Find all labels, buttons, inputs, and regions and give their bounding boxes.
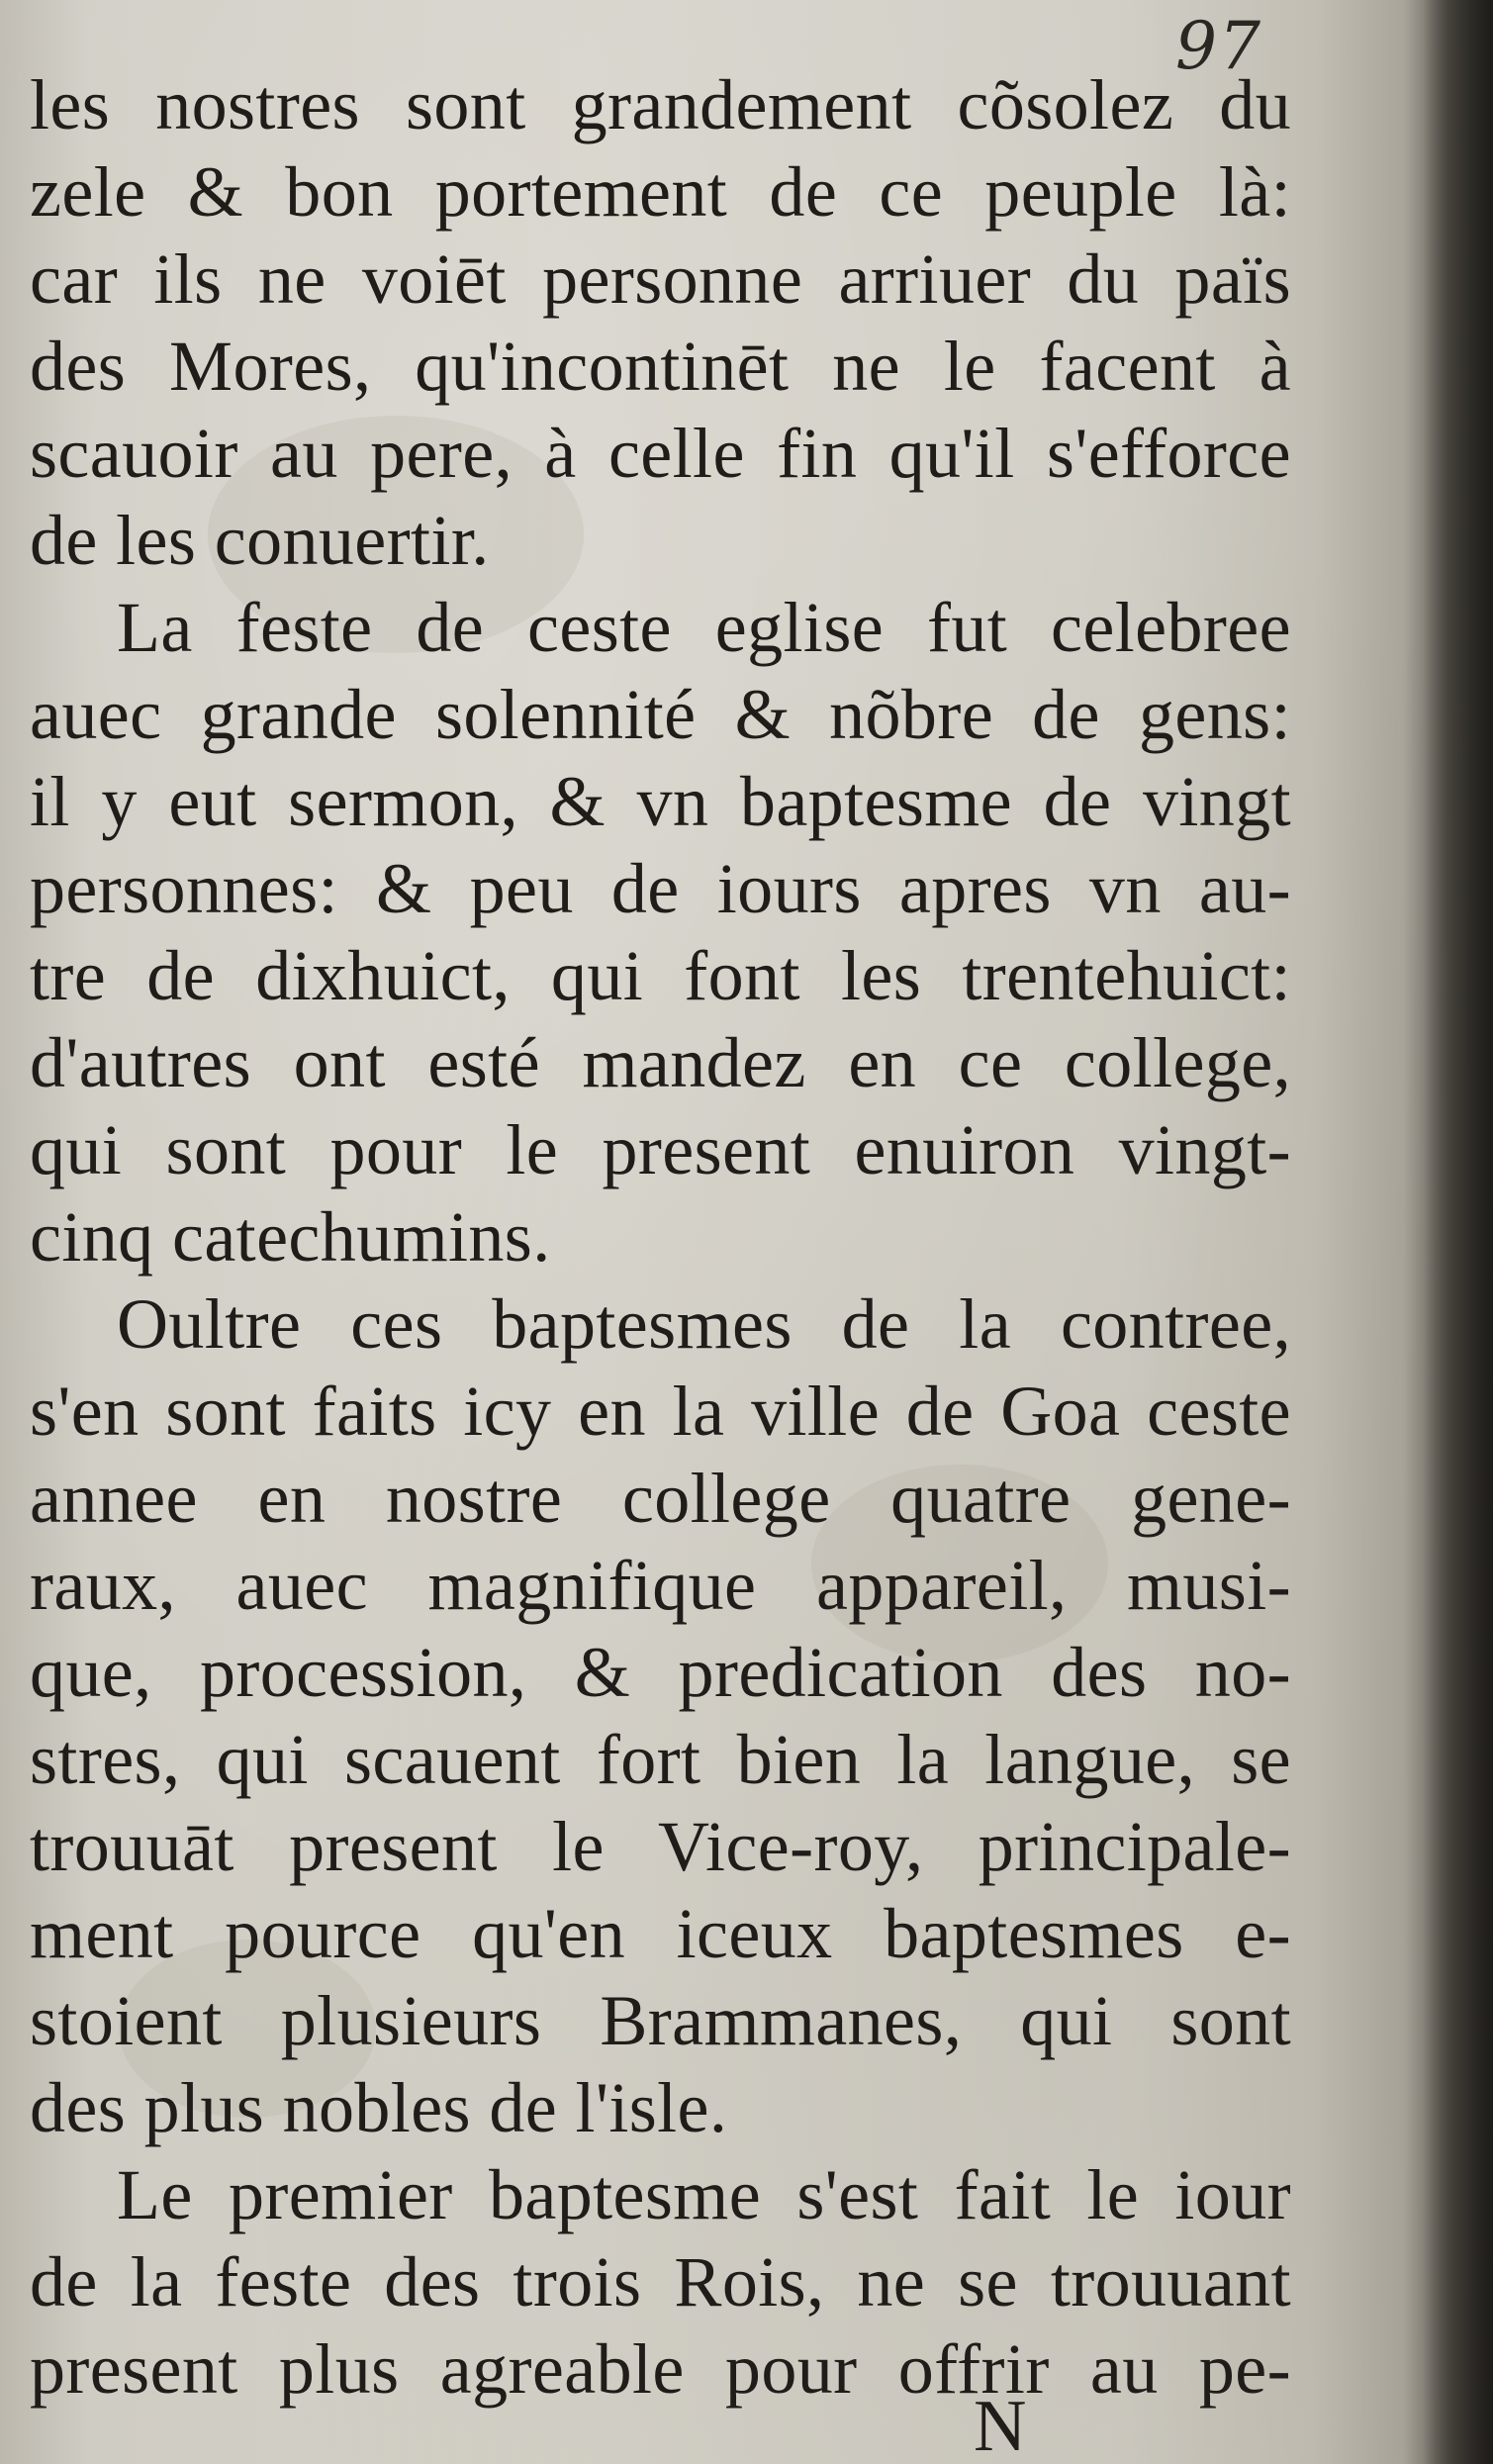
signature-mark: N — [974, 2386, 1027, 2464]
text-line: car ils ne voiēt personne arriuer du païs — [30, 239, 1291, 319]
text-line: que, procession, & predication des no- — [30, 1633, 1291, 1712]
text-line: auec grande solennité & nõbre de gens: — [30, 675, 1291, 754]
text-line: present plus agreable pour offrir au pe- — [30, 2329, 1291, 2409]
text-line: zele & bon portement de ce peuple là: — [30, 152, 1291, 232]
text-line: stoient plusieurs Brammanes, qui sont — [30, 1981, 1291, 2060]
text-line: Oultre ces baptesmes de la contree, — [117, 1284, 1291, 1364]
text-line: raux, auec magnifique appareil, musi- — [30, 1546, 1291, 1625]
text-line: La feste de ceste eglise fut celebree — [117, 588, 1291, 667]
page-number: 97 — [1175, 8, 1262, 84]
text-line: des Mores, qu'incontinēt ne le facent à — [30, 327, 1291, 406]
text-line: les nostres sont grandement cõsolez du — [30, 65, 1291, 144]
text-line: cinq catechumins. — [30, 1197, 551, 1277]
book-spine-shadow — [1424, 0, 1493, 2464]
text-line: annee en nostre college quatre gene- — [30, 1459, 1291, 1538]
text-line: ment pource qu'en iceux baptesmes e- — [30, 1894, 1291, 1973]
text-line: personnes: & peu de iours apres vn au- — [30, 849, 1291, 928]
text-line: tre de dixhuict, qui font les trentehuict: — [30, 936, 1291, 1015]
text-line: il y eut sermon, & vn baptesme de vingt — [30, 762, 1291, 841]
text-line: scauoir au pere, à celle fin qu'il s'efforce — [30, 414, 1291, 493]
text-line: stres, qui scauent fort bien la langue, se — [30, 1720, 1291, 1799]
text-line: s'en sont faits icy en la ville de Goa ceste — [30, 1372, 1291, 1451]
text-line: Le premier baptesme s'est fait le iour — [117, 2155, 1291, 2234]
text-line: de les conuertir. — [30, 501, 490, 580]
text-line: qui sont pour le present enuiron vingt- — [30, 1110, 1291, 1189]
page-text — [30, 61, 1291, 2413]
text-line: trouuāt present le Vice-roy, principale- — [30, 1807, 1291, 1886]
text-line: de la feste des trois Rois, ne se trouuant — [30, 2242, 1291, 2322]
text-line: d'autres ont esté mandez en ce college, — [30, 1023, 1291, 1102]
text-line: des plus nobles de l'isle. — [30, 2068, 728, 2147]
